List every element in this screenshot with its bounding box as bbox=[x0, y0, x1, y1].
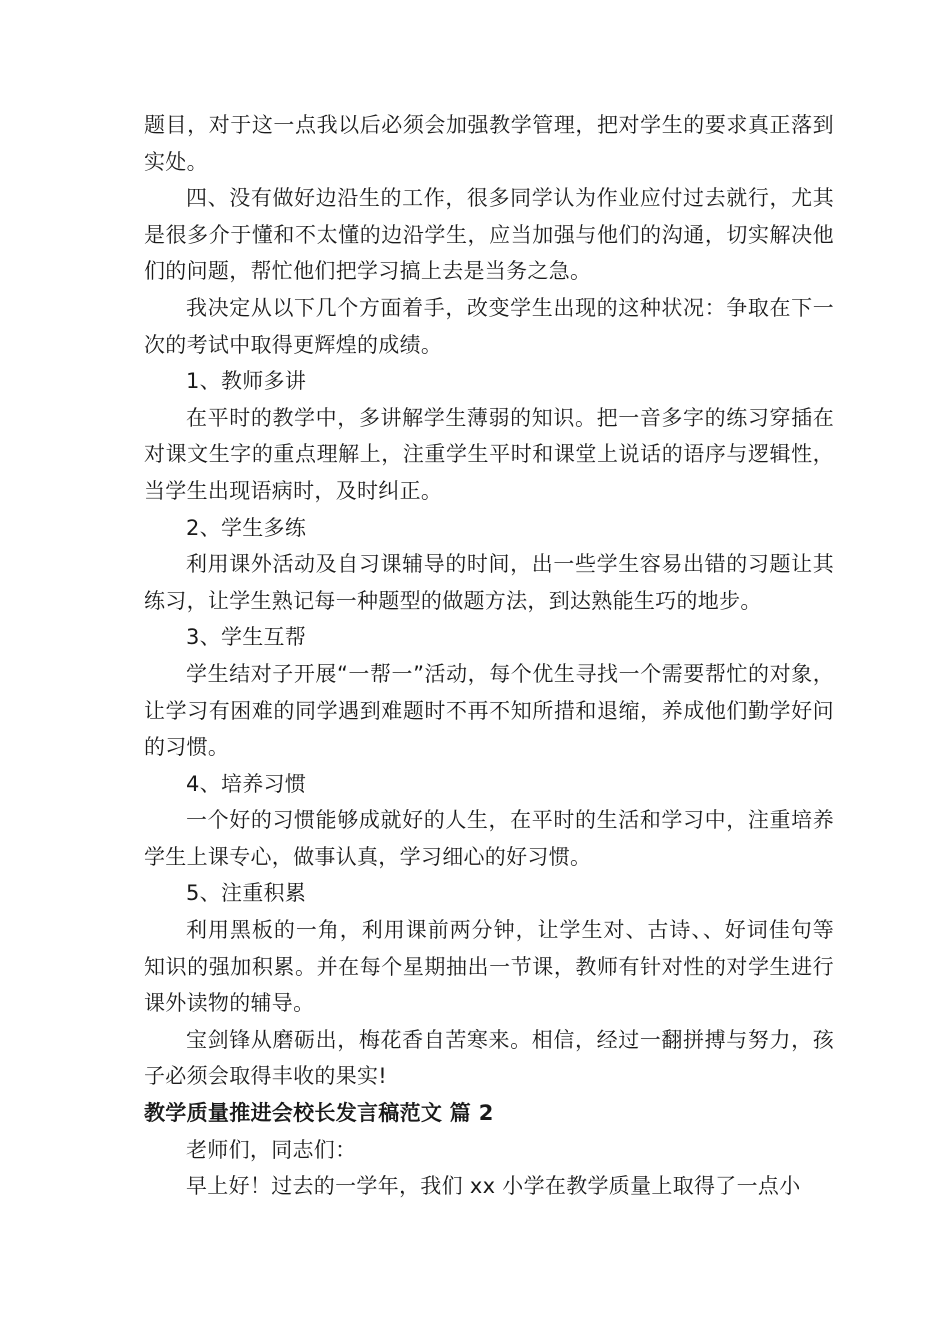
paragraph-4: 在平时的教学中，多讲解学生薄弱的知识。把一音多字的练习穿插在对课文生字的重点理解上，注重学生平时和课堂上说话的语序与逻辑性，当学生出现语病时，及时纠正。 bbox=[144, 405, 834, 503]
greeting: 老师们，同志们： bbox=[186, 1137, 357, 1162]
item-heading-5: 5、注重积累 bbox=[186, 881, 307, 906]
item-heading-2: 2、学生多练 bbox=[186, 515, 307, 540]
paragraph-3: 我决定从以下几个方面着手，改变学生出现的这种状况：争取在下一次的考试中取得更辉煌的成绩。 bbox=[144, 295, 834, 357]
opening-paragraph: 早上好！过去的一学年，我们 xx 小学在教学质量上取得了一点小 bbox=[186, 1174, 801, 1199]
item-heading-4: 4、培养习惯 bbox=[186, 771, 307, 796]
item-heading-1: 1、教师多讲 bbox=[186, 369, 307, 394]
section-heading: 教学质量推进会校长发言稿范文 篇 2 bbox=[144, 1101, 494, 1126]
paragraph-7: 一个好的习惯能够成就好的人生，在平时的生活和学习中，注重培养学生上课专心，做事认真，学习细心的好习惯。 bbox=[144, 808, 834, 869]
paragraph-1: 题目，对于这一点我以后必须会加强教学管理，把对学生的要求真正落到实处。 bbox=[144, 113, 834, 174]
item-heading-3: 3、学生互帮 bbox=[186, 625, 307, 650]
paragraph-2: 四、没有做好边沿生的工作，很多同学认为作业应付过去就行，尤其是很多介于懂和不太懂的边沿学生，应当加强与他们的沟通，切实解决他们的问题，帮忙他们把学习搞上去是当务之急。 bbox=[144, 186, 834, 284]
paragraph-9: 宝剑锋从磨砺出，梅花香自苦寒来。相信，经过一翻拼搏与努力，孩子必须会取得丰收的果实! bbox=[144, 1027, 834, 1089]
paragraph-6: 学生结对子开展“一帮一”活动，每个优生寻找一个需要帮忙的对象，让学习有困难的同学遇到难题时不再不知所措和退缩，养成他们勤学好问的习惯。 bbox=[144, 661, 834, 760]
paragraph-8: 利用黑板的一角，利用课前两分钟，让学生对、古诗、、好词佳句等知识的强加积累。并在每个星期抽出一节课，教师有针对性的对学生进行课外读物的辅导。 bbox=[144, 918, 834, 1016]
paragraph-5: 利用课外活动及自习课辅导的时间，出一些学生容易出错的习题让其练习，让学生熟记每一种题型的做题方法，到达熟能生巧的地步。 bbox=[144, 552, 834, 613]
document-page bbox=[144, 107, 834, 1205]
